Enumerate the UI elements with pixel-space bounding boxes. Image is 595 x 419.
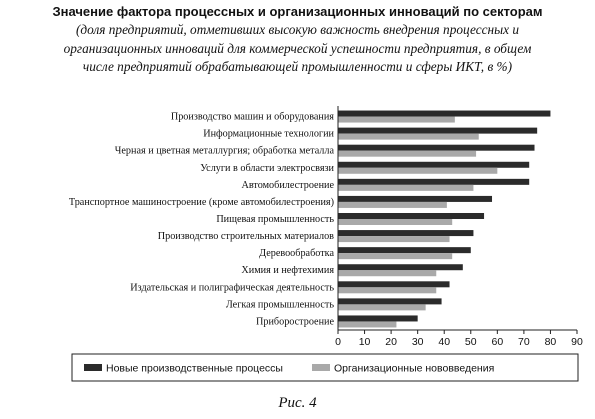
bar-new-processes: [338, 213, 484, 219]
category-label: Черная и цветная металлургия; обработка металла: [114, 145, 334, 157]
bar-new-processes: [338, 162, 529, 168]
category-label: Издательская и полиграфическая деятельность: [130, 282, 334, 294]
bar-organizational-innovations: [338, 151, 476, 157]
chart-title: Значение фактора процессных и организационных инноваций по секторам: [52, 4, 543, 19]
bar-organizational-innovations: [338, 185, 473, 191]
bar-organizational-innovations: [338, 287, 436, 293]
x-axis: [335, 106, 583, 348]
bar-organizational-innovations: [338, 219, 452, 225]
bar-new-processes: [338, 145, 535, 151]
category-label: Легкая промышленность: [225, 299, 334, 311]
bar-new-processes: [338, 111, 550, 117]
category-label: Производство машин и оборудования: [170, 111, 334, 123]
bar-organizational-innovations: [338, 168, 497, 174]
bars-group: [338, 111, 550, 328]
bar-organizational-innovations: [338, 134, 479, 140]
legend-label-organizational: Организационные нововведения: [334, 362, 495, 375]
category-label: Информационные технологии: [203, 128, 334, 140]
x-tick-label: 50: [464, 336, 477, 348]
category-label: Приборостроение: [256, 316, 334, 328]
x-tick-label: 10: [358, 336, 371, 348]
category-label: Автомобилестроение: [241, 179, 334, 191]
legend-label-new-processes: Новые производственные процессы: [106, 362, 283, 375]
bar-new-processes: [338, 281, 450, 287]
bar-organizational-innovations: [338, 270, 436, 276]
bar-organizational-innovations: [338, 202, 447, 208]
x-tick-label: 80: [544, 336, 557, 348]
x-tick-label: 30: [411, 336, 424, 348]
bar-organizational-innovations: [338, 253, 452, 259]
legend-swatch-organizational: [312, 364, 330, 371]
bar-new-processes: [338, 298, 442, 304]
bar-new-processes: [338, 179, 529, 185]
legend-swatch-new-processes: [84, 364, 102, 371]
bar-organizational-innovations: [338, 117, 455, 123]
category-label: Деревообработка: [259, 248, 334, 260]
category-label: Транспортное машиностроение (кроме автомобилестроения): [68, 196, 334, 208]
x-tick-label: 40: [438, 336, 451, 348]
bar-new-processes: [338, 230, 473, 236]
category-labels: [69, 112, 335, 328]
legend: [72, 354, 578, 381]
x-tick-label: 20: [385, 336, 397, 348]
bar-new-processes: [338, 196, 492, 202]
category-label: Химия и нефтехимия: [241, 265, 334, 277]
bar-new-processes: [338, 128, 537, 134]
bar-organizational-innovations: [338, 321, 396, 327]
chart-subtitle: (доля предприятий, отметивших высокую важность внедрения процессных и организационных инноваций для коммерческой успешности предприятия, в общем числе предприятий обрабатывающей промышленности и сферы ИКТ, в %): [63, 22, 532, 74]
category-label: Услуги в области электросвязи: [200, 162, 334, 174]
bar-new-processes: [338, 264, 463, 270]
bar-organizational-innovations: [338, 236, 450, 242]
bar-new-processes: [338, 247, 471, 253]
x-tick-label: 70: [518, 336, 530, 348]
bar-organizational-innovations: [338, 304, 426, 310]
figure-caption: Рис. 4: [278, 395, 317, 411]
x-tick-label: 60: [491, 336, 504, 348]
category-label: Производство строительных материалов: [157, 231, 334, 243]
bar-new-processes: [338, 315, 418, 321]
x-tick-label: 90: [571, 336, 583, 348]
x-tick-label: 0: [335, 336, 341, 348]
category-label: Пищевая промышленность: [216, 214, 334, 225]
